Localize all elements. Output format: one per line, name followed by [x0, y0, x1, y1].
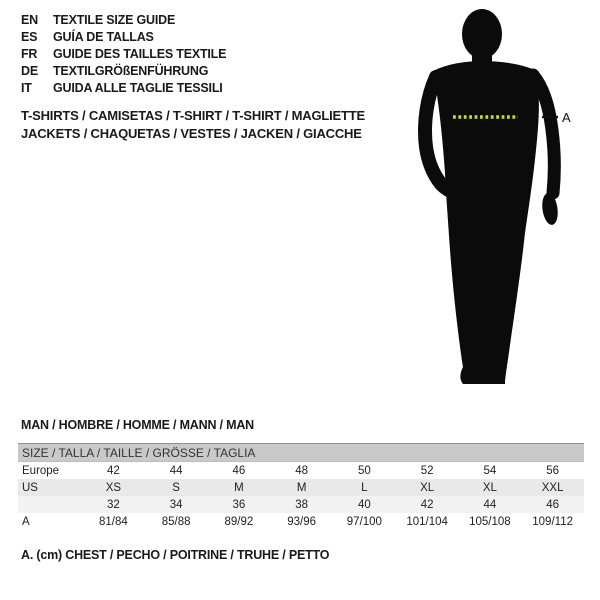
table-cell: L	[361, 481, 368, 494]
language-code: DE	[21, 64, 38, 78]
table-cell: 101/104	[406, 515, 448, 528]
table-cell: 46	[232, 464, 246, 477]
row-label: US	[22, 481, 38, 494]
table-cell: 85/88	[161, 515, 191, 528]
language-row-en	[21, 12, 226, 29]
table-cell: 97/100	[346, 515, 382, 528]
category-tshirts: T-SHIRTS / CAMISETAS / T-SHIRT / T-SHIRT / MAGLIETTE	[21, 108, 365, 123]
row-label: Europe	[22, 464, 60, 477]
table-cell: XXL	[541, 481, 564, 494]
measurement-footnote: A. (cm) CHEST / PECHO / POITRINE / TRUHE / PETTO	[21, 548, 330, 562]
table-cell: 44	[483, 498, 497, 511]
language-label: GUÍA DE TALLAS	[53, 30, 154, 44]
table-cell: 40	[357, 498, 371, 511]
table-cell: 48	[295, 464, 309, 477]
table-cell: XL	[420, 481, 435, 494]
category-jackets: JACKETS / CHAQUETAS / VESTES / JACKEN / GIACCHE	[21, 125, 362, 141]
size-table-header-label: SIZE / TALLA / TAILLE / GRÖSSE / TAGLIA	[22, 445, 256, 460]
size-table-header-row	[18, 443, 584, 462]
table-cell: XS	[105, 481, 122, 494]
table-row-chest-a	[18, 513, 584, 530]
table-cell: S	[172, 481, 180, 494]
table-cell: 36	[232, 498, 246, 511]
man-silhouette-figure	[405, 5, 585, 390]
language-row-de	[21, 63, 226, 80]
table-cell: 34	[169, 498, 183, 511]
table-cell: M	[296, 481, 307, 494]
table-cell: 44	[169, 464, 183, 477]
language-label: GUIDE DES TAILLES TEXTILE	[53, 47, 227, 61]
table-cell: 46	[546, 498, 560, 511]
language-code: ES	[21, 30, 38, 44]
table-cell: 56	[546, 464, 560, 477]
language-code: EN	[21, 13, 38, 27]
size-table	[18, 443, 584, 530]
language-row-it	[21, 80, 226, 97]
table-cell: 105/108	[469, 515, 511, 528]
table-cell: 89/92	[224, 515, 254, 528]
table-row-us	[18, 479, 584, 496]
language-label: TEXTILGRÖßENFÜHRUNG	[53, 64, 209, 78]
table-cell: 81/84	[98, 515, 128, 528]
table-row-europe	[18, 462, 584, 479]
figure-body	[433, 61, 539, 384]
table-cell: 32	[106, 498, 120, 511]
table-cell: 52	[420, 464, 434, 477]
language-row-es	[21, 29, 226, 46]
table-cell: 42	[420, 498, 434, 511]
table-cell: 93/96	[287, 515, 317, 528]
language-code: FR	[21, 47, 38, 61]
table-cell: 38	[295, 498, 309, 511]
table-cell: 50	[357, 464, 371, 477]
language-code: IT	[21, 81, 32, 95]
language-label: TEXTILE SIZE GUIDE	[53, 13, 176, 27]
language-label: GUIDA ALLE TAGLIE TESSILI	[53, 81, 223, 95]
table-cell: M	[234, 481, 244, 494]
measure-label-a: A	[562, 110, 571, 125]
garment-categories	[21, 107, 365, 142]
table-cell: 42	[106, 464, 120, 477]
language-list	[21, 12, 226, 97]
man-silhouette-svg	[405, 5, 585, 390]
table-cell: 54	[483, 464, 497, 477]
table-cell: XL	[482, 481, 497, 494]
language-row-fr	[21, 46, 226, 63]
table-row-numeric	[18, 496, 584, 513]
row-label: A	[22, 515, 30, 528]
section-title-man: MAN / HOMBRE / HOMME / MANN / MAN	[21, 418, 254, 432]
table-cell: 109/112	[532, 515, 573, 528]
